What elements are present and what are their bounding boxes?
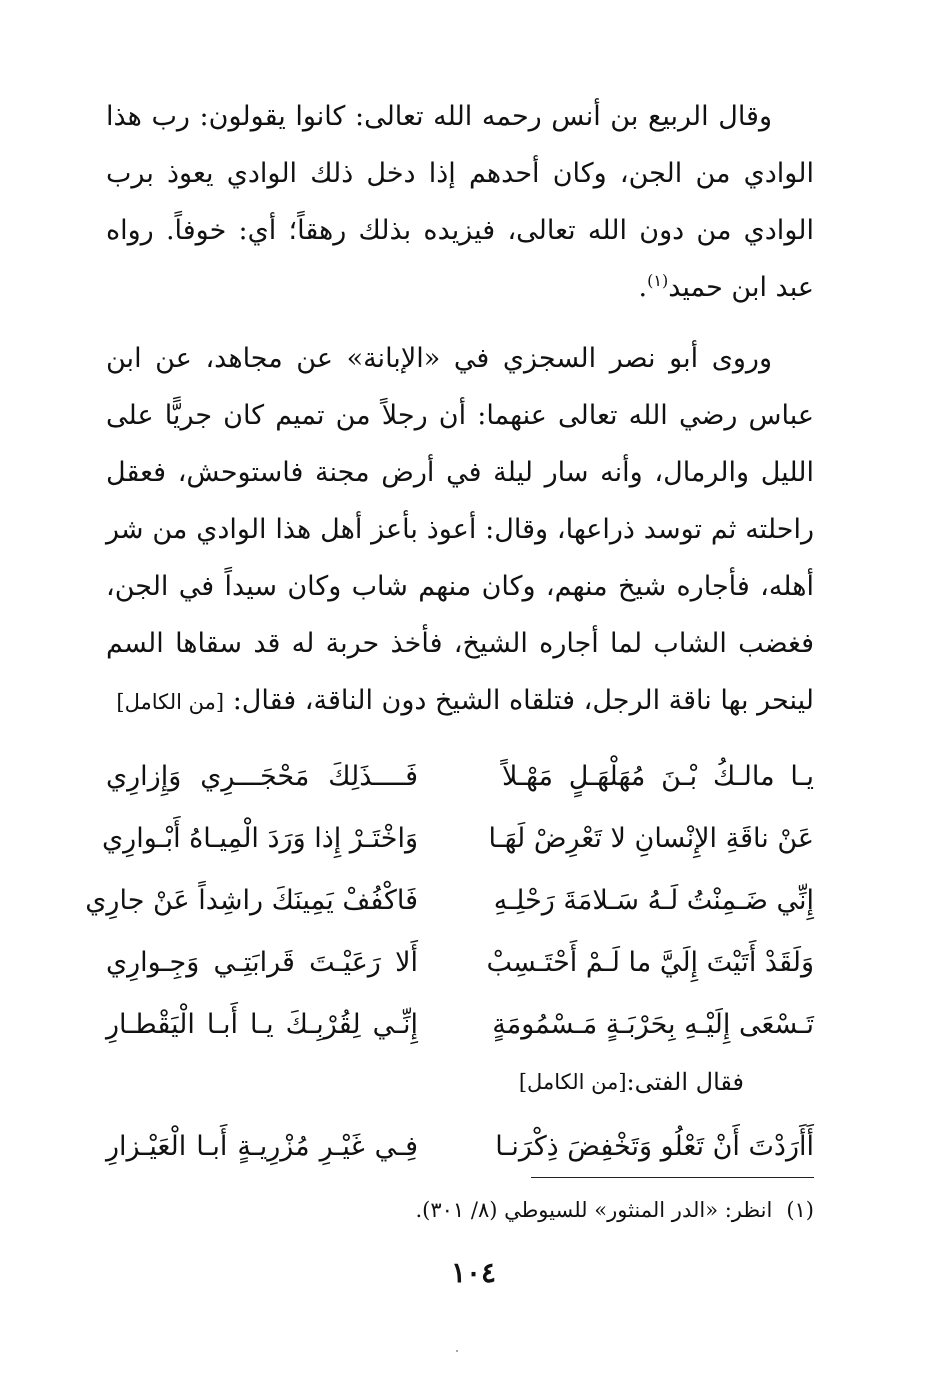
verse-first-hemistich: إِنِّي ضَـمِنْتُ لَـهُ سَـلامَةَ رَحْلِـهِ xyxy=(493,884,814,916)
verse-line xyxy=(85,869,814,931)
footnote-mark[interactable]: (١) xyxy=(647,271,669,290)
verse-line xyxy=(106,1115,814,1177)
verse-first-hemistich: عَنْ ناقَةِ الإِنْسانِ لا تَعْرِضْ لَهَـا xyxy=(488,822,814,854)
verse-first-hemistich: يـا مالـكُ بْـنَ مُهَلْهَـلٍ مَهْـلاً xyxy=(502,760,814,792)
verse-line xyxy=(106,993,814,1055)
meter-label: [من الكامل] xyxy=(116,690,225,714)
paragraph-1 xyxy=(106,88,814,316)
scan-speck xyxy=(456,1350,458,1352)
verse-line xyxy=(106,745,814,807)
paragraph-1-text: وقال الربيع بن أنس رحمه الله تعالى: كانوا يقولون: رب هذا الوادي من الجن، وكان أحدهم إذا دخل ذلك الوادي يعوذ برب الوادي من دون الله تعالى، فيزيده بذلك رهقاً؛ أي: خوفاً. رواه عبد ابن حميد xyxy=(106,101,814,303)
poem-2-intro-text: فقال الفتى: xyxy=(626,1068,744,1096)
poem-1 xyxy=(85,745,814,1055)
verse-first-hemistich: وَلَقَدْ أَتَيْتَ إِلَيَّ ما لَـمْ أَحْتَـسِبْ xyxy=(486,946,814,978)
footnote-divider xyxy=(531,1177,814,1178)
verse-second-hemistich: أَلا رَعَيْـتَ قَرابَتِـي وَجِـوارِي xyxy=(106,946,418,978)
verse-first-hemistich: تَـسْعَى إِلَيْـهِ بِحَرْبَـةٍ مَـسْمُومَةٍ xyxy=(492,1008,814,1040)
page-number: ١٠٤ xyxy=(450,1256,497,1289)
verse-second-hemistich: إِنِّـي لِقُرْبِـكَ يـا أَبـا الْيَقْطـارِ xyxy=(106,1008,418,1040)
verse-line xyxy=(106,931,814,993)
meter-label: [من الكامل] xyxy=(518,1070,627,1094)
paragraph-2-text: وروى أبو نصر السجزي في «الإبانة» عن مجاهد، عن ابن عباس رضي الله تعالى عنهما: أن رجلاً من تميم كان جريًّا على الليل والرمال، وأنه سار ليلة في أرض مجنة فاستوحش، فعقل راحلته ثم توسد ذراعها، وقال: أعوذ بأعز أهل هذا الوادي من شر أهله، فأجاره شيخ منهم، وكان منهم شاب وكان سيداً في الجن، فغضب الشاب لما أجاره الشيخ، فأخذ حربة له قد سقاها السم لينحر بها ناقة الرجل، فتلقاه الشيخ دون الناقة، فقال: xyxy=(106,343,814,716)
paragraph-2 xyxy=(106,330,814,731)
poem-2-intro xyxy=(106,1055,814,1109)
verse-second-hemistich: فَاكْفُفْ يَمِينَكَ راشِداً عَنْ جارِي xyxy=(85,884,418,916)
poem-2 xyxy=(106,1115,814,1177)
verse-first-hemistich: أَأَرَدْتَ أَنْ تَعْلُو وَتَخْفِضَ ذِكْرَنـا xyxy=(495,1130,814,1162)
verse-second-hemistich: وَاخْتَـرْ إِذا وَرَدَ الْمِيـاهُ أَبْـوارِي xyxy=(102,822,418,854)
footnote-number: (١) xyxy=(786,1198,814,1222)
footnote-text: انظر: «الدر المنثور» للسيوطي (٨/ ٣٠١). xyxy=(415,1198,773,1222)
verse-line xyxy=(102,807,814,869)
verse-second-hemistich: فِـي غَيْـرِ مُزْرِيـةٍ أَبـا الْعَيْـزارِ xyxy=(106,1130,418,1162)
verse-second-hemistich: فَــــذَلِكَ مَحْجَـــرِي وَإِزارِي xyxy=(106,760,418,792)
page-body xyxy=(85,88,814,1177)
paragraph-1-tail: . xyxy=(638,272,648,303)
footnote xyxy=(106,1198,814,1222)
